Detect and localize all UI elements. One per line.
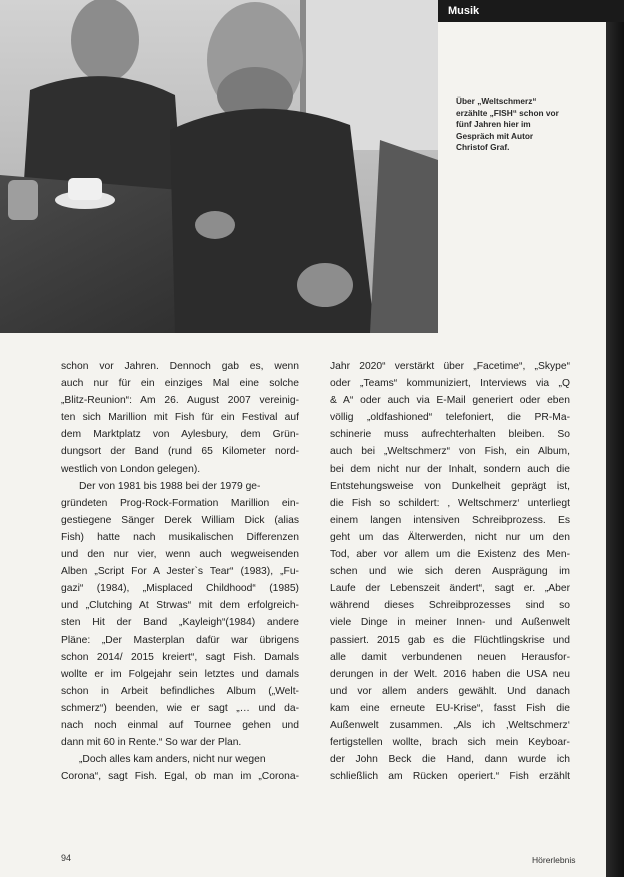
text-line: während dieses Schreibprozesses sind so [330,600,570,612]
text-line: oder „Teams“ kommuniziert, Interviews via „Q [330,378,570,390]
text-line: „Doch alles kam anders, nicht nur wegen [79,754,266,766]
article-photo [0,0,438,333]
text-line: nach noch einmal auf Tournee gehen und [61,719,299,731]
text-line: gründeten Prog-Rock-Formation Marillion ein- [61,497,299,509]
article-column-left [61,358,299,785]
text-line: Corona“, sagt Fish. Egal, ob man im „Corona- [61,771,299,783]
text-line: westlich von London gelegen). [61,463,201,475]
text-line: auch bei „Weltschmerz“ von Fish, ein Album, [330,446,570,458]
text-line: sten Hit der Band „Kayleigh“(1984) andere [61,617,299,629]
text-line: dem Marktplatz von Aylesbury, dem Grün- [61,429,299,441]
page-number: 94 [61,853,72,863]
text-line: gestiegene Sänger Derek William Dick (alias [61,514,299,526]
text-line: & A“ oder auch via E-Mail generiert oder eben [330,395,570,407]
text-line: Fish) hatte nach musikalischen Differenzen [61,531,299,543]
text-line: schmerz“) beenden, wie er sagt „… und da- [61,702,299,714]
caption-line: Christof Graf. [456,142,510,152]
text-line: auch nur für ein einziges Mal eine solche [61,378,299,390]
text-line: derungen in der Welt. 2016 haben die USA neu [330,668,570,680]
text-line: Laufe der Lebenszeit ändert“, sagt er. „Aber [330,583,570,595]
caption-line: Gespräch mit Autor [456,130,534,141]
caption-line: Über „Weltschmerz“ [456,96,537,106]
text-line: und den nur vier, wenn auch wegweisenden [61,549,299,561]
text-line: geht um das Älterwerden, nicht nur um den [330,531,570,543]
photo-illustration [0,0,438,333]
text-line: Der von 1981 bis 1988 bei der 1979 ge- [79,480,261,492]
photo-caption [456,96,596,154]
article-column-right [330,358,570,785]
text-line: ten sich Marillion mit Fish für ein Festival auf [61,412,299,424]
text-line: schinerie muss aufrechterhalten bleiben. So [330,429,570,441]
text-line: Tod, aber vor allem um die Existenz des Men- [330,549,570,561]
text-line: „Blitz-Reunion“: Am 26. August 2007 vereinig- [61,395,299,407]
section-header: Musik [438,0,624,22]
text-line: schließlich am Rücken operiert.“ Fish erzählt [330,771,570,783]
text-line: Alben „Script For A Jester`s Tear“ (1983), „Fu- [61,566,299,578]
text-line: gazi“ (1984), „Misplaced Childhood“ (1985) [61,583,299,595]
caption-line: erzählte „FISH“ schon vor [456,107,559,118]
text-line: dungsort der Band (rund 65 Kilometer nord- [61,446,299,458]
text-line: schon vor Jahren. Dennoch gab es, wenn [61,361,299,372]
text-line: kam eine erneute EU-Krise“, fasst Fish die [330,702,570,714]
text-line: Außenwelt zusammen. „Als ich ‚Weltschmerz‘ [330,719,570,731]
text-line: dann mit 60 in Rente.“ So war der Plan. [61,737,242,749]
text-line: bei dem nicht nur der Inhalt, sondern auch die [330,463,570,475]
caption-line: fünf Jahren hier im [456,119,531,129]
text-line: viele Dinge in meiner Innen- und Außenwelt [330,617,570,629]
text-line: und „Clutching At Strwas“ mit dem erfolgreich- [61,600,299,612]
text-line: fertigstellen wollte, brach sich mein Keyboar- [330,737,570,749]
text-line: schen und wie sich deren Ausprägung im [330,566,570,578]
text-line: völlig „oldfashioned“ telefoniert, die PR-Ma- [330,412,570,424]
text-line: alle damit verbundenen neuen Herausfor- [330,651,570,663]
text-line: der John Beck die Hand, dann wurde ich [330,754,570,766]
text-line: und vor allem anders gewählt. Und danach [330,685,570,697]
text-line: Jahr 2020“ verstärkt über „Facetime“, „Skype“ [330,361,570,372]
text-line: schon in Arbeit befindliches Album („Welt- [61,685,299,697]
footer-label: Hörerlebnis [532,855,576,865]
text-line: passiert. 2015 gab es die Flüchtlingskrise und [330,634,570,646]
text-line: einem langen intensiven Schreibprozess. Es [330,514,570,526]
page-edge-bar [606,22,624,877]
text-line: die Fish so schildert: ‚ Weltschmerz‘ unterliegt [330,497,570,509]
text-line: schon 2014/ 2015 kreiert“, sagt Fish. Damals [61,651,299,663]
text-line: Entstehungsweise von Dunkelheit geprägt ist, [330,480,570,492]
text-line: Pläne: „Der Masterplan dafür war übrigens [61,634,299,646]
text-line: wollte er im Folgejahr sein letztes und damals [61,668,299,680]
